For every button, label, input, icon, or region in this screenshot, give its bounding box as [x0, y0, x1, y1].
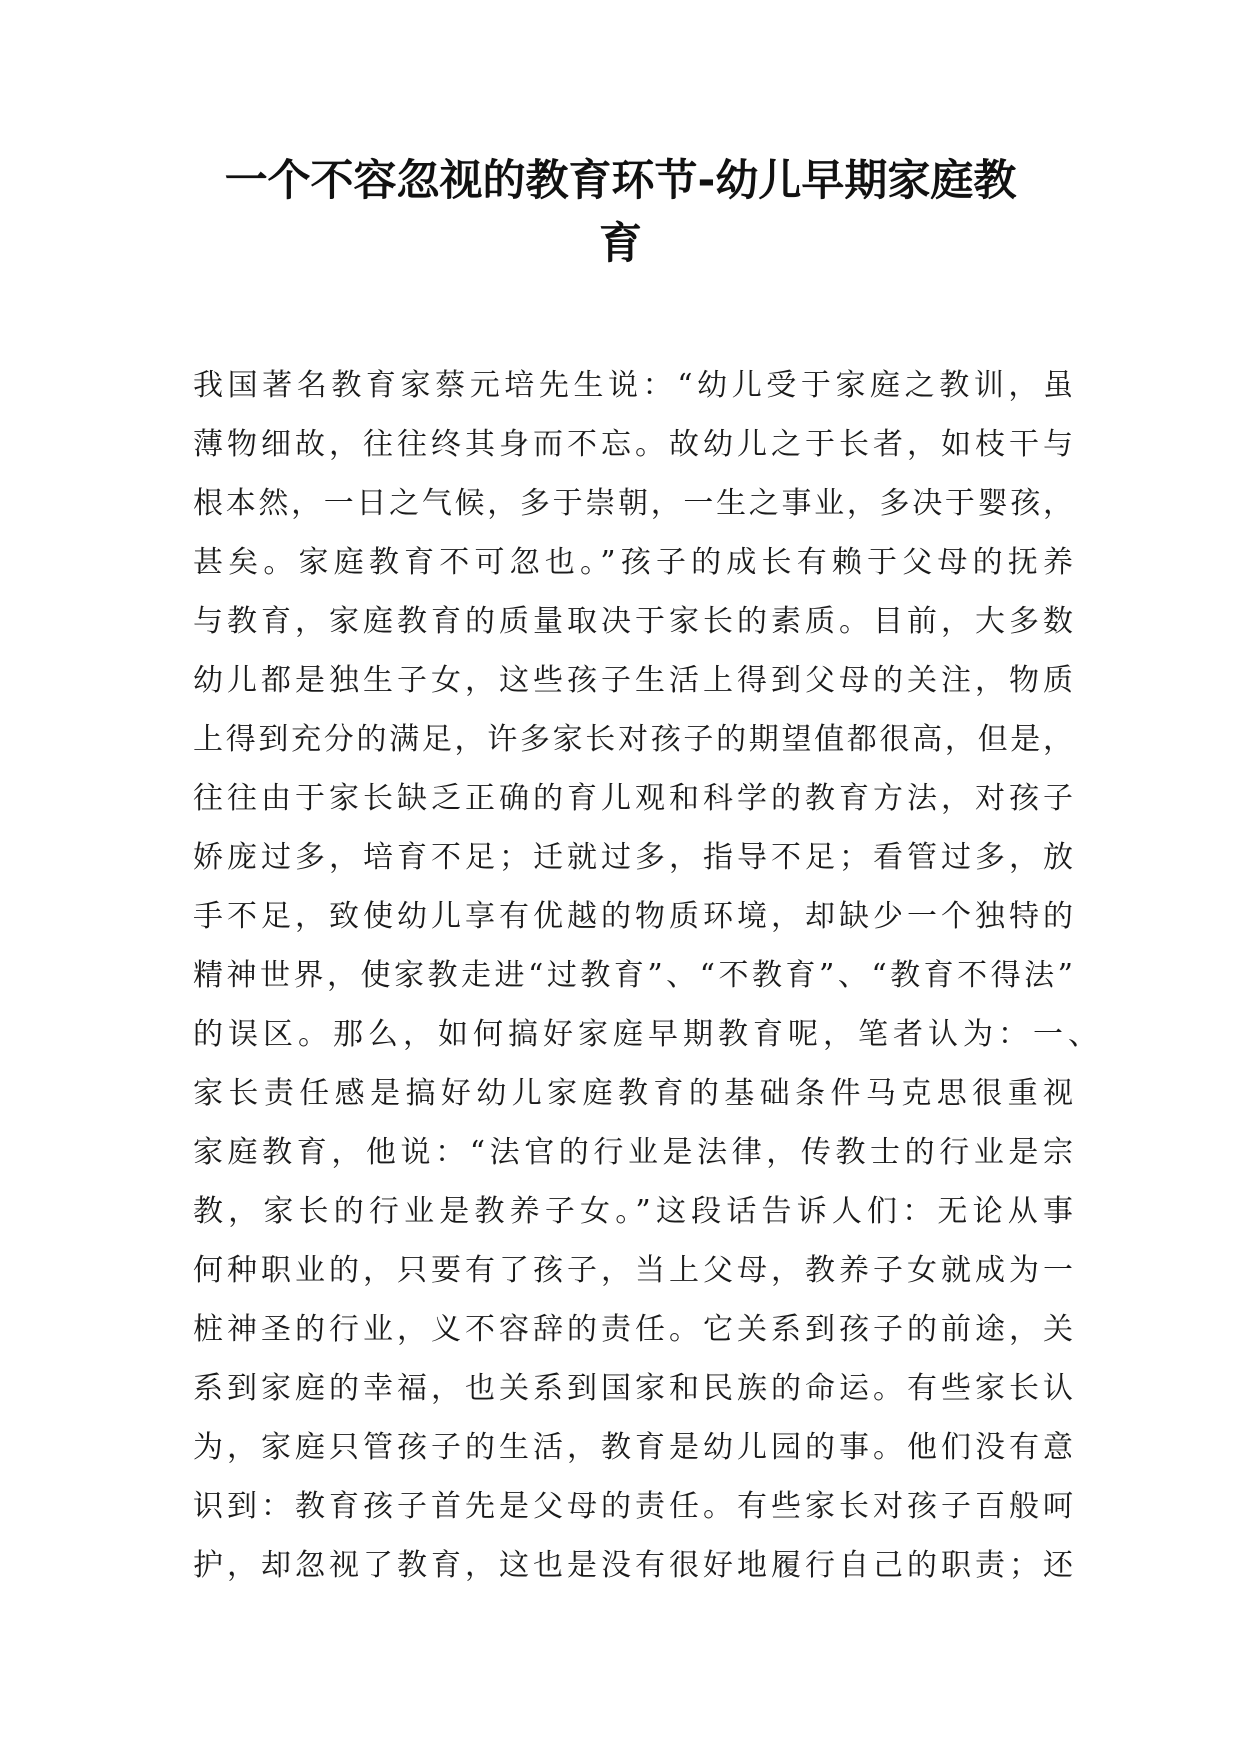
body-line: 系到家庭的幸福，也关系到国家和民族的命运。有些家长认 — [193, 1371, 1073, 1406]
body-line: 与教育，家庭教育的质量取决于家长的素质。目前，大多数 — [193, 604, 1073, 639]
body-line: 甚矣。家庭教育不可忽也。”孩子的成长有赖于父母的抚养 — [193, 545, 1073, 580]
document-title — [150, 150, 1091, 276]
body-line: 我国著名教育家蔡元培先生说：“幼儿受于家庭之教训，虽 — [193, 368, 1073, 403]
title-line: 一个不容忽视的教育环节-幼儿早期家庭教 — [224, 156, 1017, 206]
title-line: 育 — [599, 219, 642, 269]
body-line: 家庭教育，他说：“法官的行业是法律，传教士的行业是宗 — [193, 1135, 1073, 1170]
body-line: 教，家长的行业是教养子女。”这段话告诉人们：无论从事 — [193, 1194, 1073, 1229]
body-line: 桩神圣的行业，义不容辞的责任。它关系到孩子的前途，关 — [193, 1312, 1073, 1347]
body-line: 的误区。那么，如何搞好家庭早期教育呢，笔者认为：一、 — [193, 1017, 1098, 1052]
body-line: 上得到充分的满足，许多家长对孩子的期望值都很高，但是， — [193, 722, 1073, 757]
body-line: 识到：教育孩子首先是父母的责任。有些家长对孩子百般呵 — [193, 1489, 1073, 1524]
body-text — [193, 356, 1098, 1595]
body-line: 护，却忽视了教育，这也是没有很好地履行自己的职责；还 — [193, 1548, 1073, 1583]
body-line: 何种职业的，只要有了孩子，当上父母，教养子女就成为一 — [193, 1253, 1073, 1288]
body-line: 往往由于家长缺乏正确的育儿观和科学的教育方法，对孩子 — [193, 781, 1073, 816]
body-line: 手不足，致使幼儿享有优越的物质环境，却缺少一个独特的 — [193, 899, 1073, 934]
body-line: 为，家庭只管孩子的生活，教育是幼儿园的事。他们没有意 — [193, 1430, 1073, 1465]
body-line: 幼儿都是独生子女，这些孩子生活上得到父母的关注，物质 — [193, 663, 1073, 698]
body-line: 薄物细故，往往终其身而不忘。故幼儿之于长者，如枝干与 — [193, 427, 1073, 462]
body-line: 家长责任感是搞好幼儿家庭教育的基础条件马克思很重视 — [193, 1076, 1073, 1111]
body-line: 根本然，一日之气候，多于崇朝，一生之事业，多决于婴孩， — [193, 486, 1073, 521]
body-line: 精神世界，使家教走进“过教育”、“不教育”、“教育不得法” — [193, 958, 1073, 993]
body-line: 娇庞过多，培育不足；迁就过多，指导不足；看管过多，放 — [193, 840, 1073, 875]
